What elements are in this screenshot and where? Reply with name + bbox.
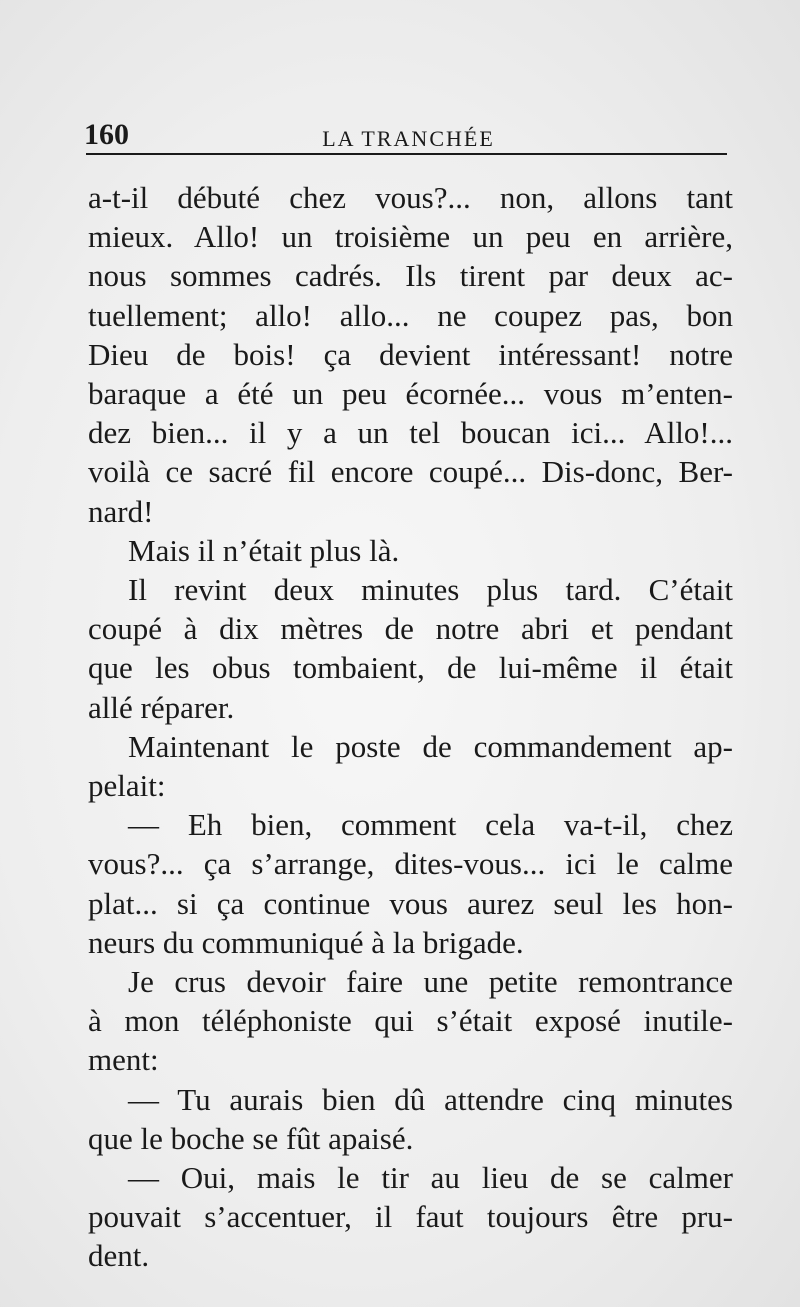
paragraph — [88, 727, 733, 805]
paragraph — [88, 1158, 733, 1276]
text-line: — Tu aurais bien dû attendre cinq minutes — [128, 1081, 733, 1117]
paragraph — [88, 531, 733, 570]
text-line: que les obus tombaient, de lui-même il était — [88, 650, 733, 686]
text-line: voilà ce sacré fil encore coupé... Dis-donc, Ber- — [88, 454, 733, 490]
text-line: Mais il n’était plus là. — [128, 532, 400, 568]
page-number: 160 — [84, 118, 129, 151]
text-line: baraque a été un peu écornée... vous m’enten- — [88, 376, 733, 412]
text-line: allé réparer. — [88, 689, 235, 725]
text-line: à mon téléphoniste qui s’était exposé inutile- — [88, 1003, 733, 1039]
text-line: mieux. Allo! un troisième un peu en arrière, — [88, 219, 733, 255]
text-line: ment: — [88, 1042, 159, 1078]
text-line: Je crus devoir faire une petite remontrance — [128, 964, 733, 1000]
text-line: Dieu de bois! ça devient intéressant! notre — [88, 336, 733, 372]
paragraph — [88, 805, 733, 962]
text-line: dent. — [88, 1238, 150, 1274]
text-line: neurs du communiqué à la brigade. — [88, 924, 524, 960]
text-line: pelait: — [88, 768, 166, 804]
text-line: Il revint deux minutes plus tard. C’était — [128, 572, 733, 608]
text-line: tuellement; allo! allo... ne coupez pas, bon — [88, 297, 733, 333]
text-line: coupé à dix mètres de notre abri et pendant — [88, 611, 733, 647]
body-text — [88, 178, 733, 1276]
text-line: nous sommes cadrés. Ils tirent par deux ac- — [88, 258, 733, 294]
text-line: nard! — [88, 493, 154, 529]
page-header — [84, 116, 727, 156]
header-rule — [86, 153, 727, 155]
text-line: — Eh bien, comment cela va-t-il, chez — [128, 807, 733, 843]
running-head: LA TRANCHÉE — [322, 126, 495, 151]
text-line: Maintenant le poste de commandement ap- — [128, 728, 733, 764]
paragraph — [88, 1080, 733, 1158]
text-line: dez bien... il y a un tel boucan ici... Allo!... — [88, 415, 733, 451]
text-line: pouvait s’accentuer, il faut toujours être pru- — [88, 1199, 733, 1235]
text-line: que le boche se fût apaisé. — [88, 1120, 414, 1156]
text-line: vous?... ça s’arrange, dites-vous... ici le calme — [88, 846, 733, 882]
text-line: — Oui, mais le tir au lieu de se calmer — [128, 1160, 733, 1196]
text-line: a-t-il débuté chez vous?... non, allons tant — [88, 180, 733, 215]
paragraph — [88, 962, 733, 1080]
paragraph — [88, 178, 733, 531]
text-line: plat... si ça continue vous aurez seul les hon- — [88, 885, 733, 921]
paragraph — [88, 570, 733, 727]
